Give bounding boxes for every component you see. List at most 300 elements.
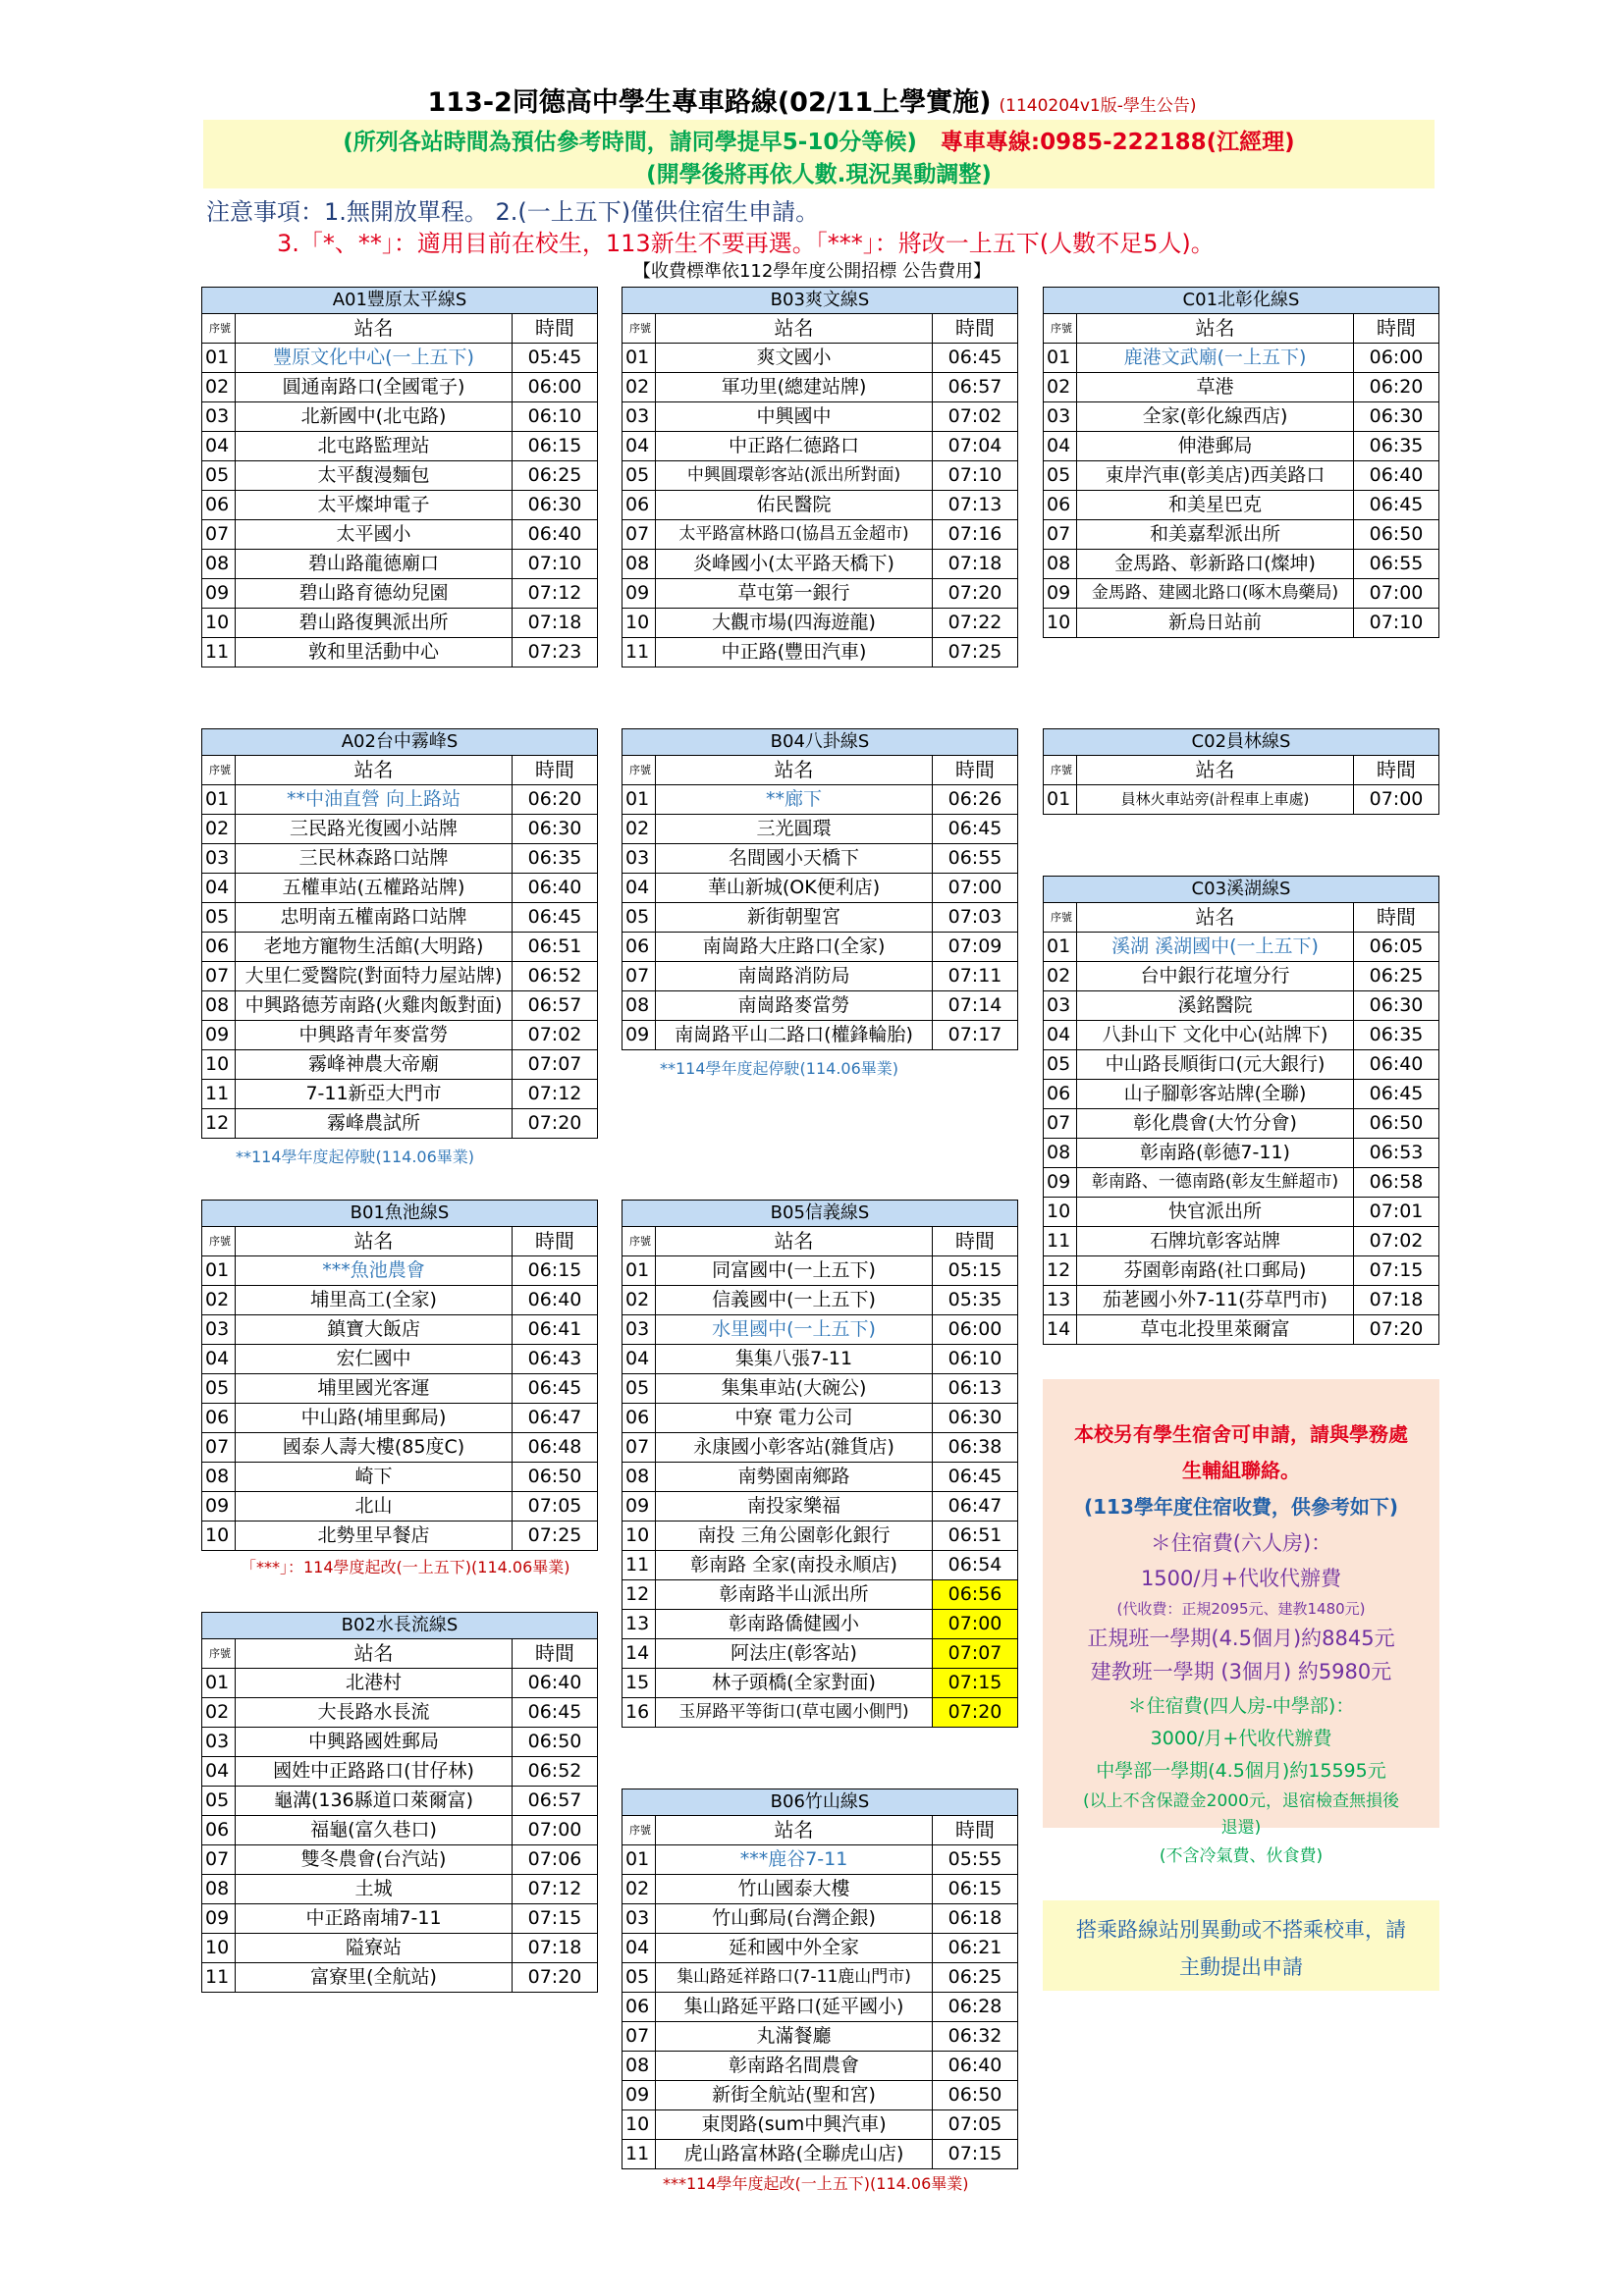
stop-row [202, 1698, 598, 1728]
col-header-station: 站名 [236, 1639, 513, 1669]
stop-time: 07:18 [513, 1934, 598, 1963]
stop-station: 中興路國姓郵局 [236, 1728, 513, 1757]
stop-station: ***魚池農會 [236, 1256, 513, 1286]
stop-row [623, 815, 1018, 844]
stop-time: 07:20 [1354, 1315, 1439, 1345]
stop-time: 06:40 [513, 874, 598, 903]
col-header-no: 序號 [202, 1227, 236, 1256]
stop-time: 06:20 [1354, 373, 1439, 402]
stop-station: 北港村 [236, 1669, 513, 1698]
stop-station: 三民路光復國小站牌 [236, 815, 513, 844]
stop-time: 06:45 [1354, 491, 1439, 520]
stop-row [623, 1315, 1018, 1345]
stop-row [202, 785, 598, 815]
stop-time: 07:04 [933, 432, 1018, 461]
route-table-C03 [1043, 876, 1439, 1345]
col-header-time: 時間 [1354, 903, 1439, 933]
stop-row [623, 373, 1018, 402]
stop-station: 北屯路監理站 [236, 432, 513, 461]
stop-number: 03 [202, 402, 236, 432]
stop-station: 彰南路 全家(南投永順店) [656, 1551, 933, 1580]
stop-number: 05 [623, 461, 656, 491]
stop-row [202, 1109, 598, 1139]
stop-number: 09 [1044, 1168, 1077, 1198]
stop-number: 08 [202, 550, 236, 579]
route-title-row [202, 288, 598, 314]
stop-time: 06:20 [513, 785, 598, 815]
stop-time: 06:26 [933, 785, 1018, 815]
stop-number: 08 [623, 991, 656, 1021]
stop-time: 07:06 [513, 1845, 598, 1875]
stop-time: 06:45 [933, 344, 1018, 373]
stop-station: 埔里高工(全家) [236, 1286, 513, 1315]
stop-station: 新街朝聖宮 [656, 903, 933, 933]
stop-station: 彰南路僑健國小 [656, 1610, 933, 1639]
stop-station: 芬園彰南路(社口郵局) [1077, 1256, 1354, 1286]
stop-row [623, 1963, 1018, 1993]
stop-station: 太平馥漫麵包 [236, 461, 513, 491]
version-label: (1140204v1版-學生公告) [999, 96, 1197, 116]
stop-time: 07:09 [933, 933, 1018, 962]
stop-station: 炎峰國小(太平路天橋下) [656, 550, 933, 579]
stop-row [623, 1021, 1018, 1050]
stop-row [202, 1080, 598, 1109]
stop-time: 07:00 [513, 1816, 598, 1845]
stop-time: 07:25 [513, 1522, 598, 1551]
stop-time: 07:12 [513, 1080, 598, 1109]
stop-number: 03 [623, 1904, 656, 1934]
stop-row [1044, 491, 1439, 520]
stop-time: 07:11 [933, 962, 1018, 991]
stop-row [202, 1374, 598, 1404]
stop-station: 宏仁國中 [236, 1345, 513, 1374]
notice-line-1 [203, 124, 1435, 156]
stop-time: 06:10 [513, 402, 598, 432]
stop-station: 南勢園南鄉路 [656, 1463, 933, 1492]
stop-time: 06:40 [1354, 461, 1439, 491]
stop-row [1044, 1080, 1439, 1109]
stop-station: 台中銀行花壇分行 [1077, 962, 1354, 991]
stop-station: 南崗路平山二路口(權鋒輪胎) [656, 1021, 933, 1050]
route-title: B04八卦線S [623, 729, 1018, 756]
stop-number: 04 [202, 874, 236, 903]
stop-number: 07 [623, 962, 656, 991]
stop-row [202, 1816, 598, 1845]
stop-station: 金馬路、彰新路口(燦坤) [1077, 550, 1354, 579]
stop-row [623, 461, 1018, 491]
stop-number: 01 [202, 1669, 236, 1698]
stop-station: 虎山路富林路(全聯虎山店) [656, 2140, 933, 2169]
stop-station: 草港 [1077, 373, 1354, 402]
stop-number: 05 [202, 461, 236, 491]
stop-number: 08 [623, 2052, 656, 2081]
dorm-line: (以上不含保證金2000元，退宿檢查無損後 [1083, 1791, 1399, 1811]
route-title-row [202, 1201, 598, 1227]
stop-station: 集集八張7-11 [656, 1345, 933, 1374]
stop-number: 06 [202, 933, 236, 962]
route-note-B04: **114學年度起停駛(114.06畢業) [660, 1059, 899, 1078]
route-title: B03爽文線S [623, 288, 1018, 314]
stop-time: 07:13 [933, 491, 1018, 520]
stop-station: 東岸汽車(彰美店)西美路口 [1077, 461, 1354, 491]
stop-station: 中山路(埔里郵局) [236, 1404, 513, 1433]
stop-number: 08 [202, 991, 236, 1021]
stop-row [623, 579, 1018, 609]
stop-station: 東閔路(sum中興汽車) [656, 2110, 933, 2140]
stop-time: 07:14 [933, 991, 1018, 1021]
stop-number: 10 [202, 1050, 236, 1080]
route-header-row [1044, 903, 1439, 933]
dorm-line: 本校另有學生宿舍可申請，請與學務處 [1074, 1422, 1408, 1446]
stop-row [202, 1669, 598, 1698]
stop-time: 07:10 [1354, 609, 1439, 638]
stop-station: 南崗路消防局 [656, 962, 933, 991]
route-title: C03溪湖線S [1044, 877, 1439, 903]
stop-number: 06 [623, 1404, 656, 1433]
stop-time: 07:15 [933, 1669, 1018, 1698]
stop-station: 石牌坑彰客站牌 [1077, 1227, 1354, 1256]
stop-number: 01 [1044, 344, 1077, 373]
stop-time: 06:53 [1354, 1139, 1439, 1168]
stop-station: 同富國中(一上五下) [656, 1256, 933, 1286]
route-table-B01 [201, 1200, 598, 1551]
stop-station: 和美嘉犁派出所 [1077, 520, 1354, 550]
stop-number: 02 [202, 1286, 236, 1315]
route-title-row [623, 288, 1018, 314]
stop-time: 07:05 [933, 2110, 1018, 2140]
stop-row [623, 933, 1018, 962]
stop-number: 16 [623, 1698, 656, 1728]
stop-station: 彰化農會(大竹分會) [1077, 1109, 1354, 1139]
stop-number: 12 [1044, 1256, 1077, 1286]
stop-station: 老地方寵物生活館(大明路) [236, 933, 513, 962]
stop-number: 02 [202, 815, 236, 844]
stop-time: 06:28 [933, 1993, 1018, 2022]
stop-time: 06:40 [513, 1669, 598, 1698]
stop-station: 埔里國光客運 [236, 1374, 513, 1404]
stop-row [202, 638, 598, 667]
stop-time: 06:47 [513, 1404, 598, 1433]
stop-time: 07:00 [933, 1610, 1018, 1639]
notice-line-2: (開學後將再依人數.現況異動調整) [646, 162, 992, 187]
stop-row [623, 1522, 1018, 1551]
stop-row [623, 1934, 1018, 1963]
stop-number: 10 [623, 2110, 656, 2140]
stop-station: 阿法庄(彰客站) [656, 1639, 933, 1669]
route-title: A02台中霧峰S [202, 729, 598, 756]
stop-station: 中正路仁德路口 [656, 432, 933, 461]
stop-time: 07:23 [513, 638, 598, 667]
stop-number: 03 [202, 844, 236, 874]
stop-number: 01 [202, 1256, 236, 1286]
route-table-A02 [201, 728, 598, 1139]
stop-station: 南崗路麥當勞 [656, 991, 933, 1021]
stop-station: 國泰人壽大樓(85度C) [236, 1433, 513, 1463]
stop-row [202, 550, 598, 579]
stop-time: 07:18 [1354, 1286, 1439, 1315]
stop-number: 03 [202, 1728, 236, 1757]
stop-number: 10 [623, 1522, 656, 1551]
stop-row [202, 491, 598, 520]
stop-number: 04 [202, 1757, 236, 1787]
stop-time: 07:15 [933, 2140, 1018, 2169]
fee-note: 【收費標準依112學年度公開招標 公告費用】 [632, 261, 992, 282]
stop-number: 05 [1044, 461, 1077, 491]
stop-row [623, 609, 1018, 638]
stop-station: 集山路延平路口(延平國小) [656, 1993, 933, 2022]
stop-time: 07:02 [933, 402, 1018, 432]
stop-station: 快官派出所 [1077, 1198, 1354, 1227]
stop-number: 13 [623, 1610, 656, 1639]
stop-number: 11 [623, 638, 656, 667]
stop-number: 07 [202, 962, 236, 991]
stop-row [202, 1433, 598, 1463]
stop-number: 01 [623, 1845, 656, 1875]
col-header-no: 序號 [623, 1816, 656, 1845]
dorm-line: 1500/月+代收代辦費 [1140, 1567, 1342, 1590]
col-header-station: 站名 [236, 1227, 513, 1256]
stop-time: 06:48 [513, 1433, 598, 1463]
stop-number: 06 [202, 1816, 236, 1845]
route-header-row [623, 756, 1018, 785]
stop-station: 北新國中(北屯路) [236, 402, 513, 432]
stop-row [623, 1845, 1018, 1875]
stop-station: 碧山路育德幼兒園 [236, 579, 513, 609]
col-header-no: 序號 [1044, 756, 1077, 785]
stop-number: 11 [202, 1963, 236, 1993]
stop-row [623, 1580, 1018, 1610]
stop-row [202, 1404, 598, 1433]
stop-number: 06 [623, 933, 656, 962]
stop-station: 大長路水長流 [236, 1698, 513, 1728]
stop-row [623, 874, 1018, 903]
col-header-station: 站名 [1077, 903, 1354, 933]
route-header-row [1044, 756, 1439, 785]
stop-number: 05 [623, 1374, 656, 1404]
note-line-2: 3.「*、**」：適用目前在校生，113新生不要再選。「***」：將改一上五下(人數不足5人)。 [277, 230, 1215, 257]
stop-time: 06:18 [933, 1904, 1018, 1934]
stop-time: 07:01 [1354, 1198, 1439, 1227]
col-header-time: 時間 [1354, 314, 1439, 344]
stop-station: 伸港郵局 [1077, 432, 1354, 461]
stop-number: 06 [1044, 491, 1077, 520]
stop-row [202, 1963, 598, 1993]
stop-time: 06:05 [1354, 933, 1439, 962]
stop-number: 09 [202, 1021, 236, 1050]
stop-time: 06:55 [933, 844, 1018, 874]
col-header-station: 站名 [236, 314, 513, 344]
stop-station: 隘寮站 [236, 1934, 513, 1963]
stop-row [202, 1050, 598, 1080]
stop-time: 07:02 [1354, 1227, 1439, 1256]
transfer-line: 搭乘路線站別異動或不搭乘校車，請 [1076, 1918, 1406, 1942]
stop-row [623, 844, 1018, 874]
stop-number: 05 [202, 903, 236, 933]
stop-station: 南崗路大庄路口(全家) [656, 933, 933, 962]
stop-number: 06 [623, 1993, 656, 2022]
stop-station: 中正路(豐田汽車) [656, 638, 933, 667]
stop-station: 三民林森路口站牌 [236, 844, 513, 874]
stop-number: 08 [623, 1463, 656, 1492]
route-note-B01: 「***」：114學度起改(一上五下)(114.06畢業) [241, 1558, 570, 1576]
route-header-row [202, 1639, 598, 1669]
route-table-C01 [1043, 287, 1439, 638]
route-table-B04 [622, 728, 1018, 1050]
stop-time: 06:50 [933, 2081, 1018, 2110]
stop-station: 軍功里(總建站牌) [656, 373, 933, 402]
stop-row [623, 1639, 1018, 1669]
stop-station: **中油直營 向上路站 [236, 785, 513, 815]
stop-station: 集山路延祥路口(7-11鹿山門市) [656, 1963, 933, 1993]
stop-number: 09 [202, 579, 236, 609]
stop-station: 忠明南五權南路口站牌 [236, 903, 513, 933]
stop-time: 07:18 [513, 609, 598, 638]
stop-row [623, 1433, 1018, 1463]
stop-number: 11 [202, 1080, 236, 1109]
stop-time: 06:35 [513, 844, 598, 874]
stop-number: 09 [202, 1904, 236, 1934]
stop-number: 05 [1044, 1050, 1077, 1080]
stop-number: 08 [202, 1875, 236, 1904]
stop-time: 06:40 [513, 1286, 598, 1315]
stop-number: 01 [623, 344, 656, 373]
stop-time: 07:20 [513, 1963, 598, 1993]
stop-number: 11 [202, 638, 236, 667]
dorm-line: 正規班一學期(4.5個月)約8845元 [1087, 1627, 1395, 1650]
stop-station: 草屯北投里萊爾富 [1077, 1315, 1354, 1345]
stop-number: 02 [623, 1875, 656, 1904]
stop-number: 11 [623, 1551, 656, 1580]
stop-time: 05:35 [933, 1286, 1018, 1315]
stop-station: 中正路南埔7-11 [236, 1904, 513, 1934]
stop-number: 09 [623, 2081, 656, 2110]
stop-row [202, 1315, 598, 1345]
stop-row [1044, 1168, 1439, 1198]
route-title-row [1044, 288, 1439, 314]
stop-number: 07 [202, 520, 236, 550]
stop-time: 06:51 [513, 933, 598, 962]
stop-number: 15 [623, 1669, 656, 1698]
col-header-time: 時間 [933, 756, 1018, 785]
stop-row [1044, 1227, 1439, 1256]
stop-time: 07:00 [933, 874, 1018, 903]
col-header-station: 站名 [236, 756, 513, 785]
stop-row [202, 1492, 598, 1522]
col-header-no: 序號 [623, 1227, 656, 1256]
dorm-line: 建教班一學期 (3個月) 約5980元 [1090, 1660, 1392, 1683]
stop-row [623, 1404, 1018, 1433]
route-title: B06竹山線S [623, 1789, 1018, 1816]
stop-row [623, 903, 1018, 933]
route-table-B03 [622, 287, 1018, 667]
stop-row [202, 1904, 598, 1934]
stop-station: 龜溝(136縣道口萊爾富) [236, 1787, 513, 1816]
stop-row [623, 1669, 1018, 1698]
stop-station: 中興路青年麥當勞 [236, 1021, 513, 1050]
stop-row [202, 1787, 598, 1816]
stop-time: 06:50 [513, 1728, 598, 1757]
stop-number: 01 [202, 344, 236, 373]
stop-station: 鹿港文武廟(一上五下) [1077, 344, 1354, 373]
title-text: 113-2同德高中學生專車路線(02/11上學實施) [427, 87, 992, 118]
stop-station: 北勢里早餐店 [236, 1522, 513, 1551]
stop-row [1044, 785, 1439, 815]
stop-time: 06:35 [1354, 1021, 1439, 1050]
stop-time: 07:12 [513, 579, 598, 609]
route-title-row [623, 1201, 1018, 1227]
col-header-station: 站名 [656, 1227, 933, 1256]
stop-time: 06:30 [1354, 991, 1439, 1021]
stop-row [202, 1522, 598, 1551]
route-table-A01 [201, 287, 598, 667]
stop-time: 06:30 [1354, 402, 1439, 432]
stop-number: 09 [623, 579, 656, 609]
stop-station: 竹山郵局(台灣企銀) [656, 1904, 933, 1934]
col-header-no: 序號 [623, 756, 656, 785]
stop-number: 03 [1044, 402, 1077, 432]
stop-number: 04 [623, 874, 656, 903]
stop-row [623, 1286, 1018, 1315]
stop-row [623, 2052, 1018, 2081]
stop-row [1044, 933, 1439, 962]
stop-number: 07 [202, 1845, 236, 1875]
stop-time: 06:45 [933, 1463, 1018, 1492]
stop-number: 05 [202, 1787, 236, 1816]
stop-row [1044, 1021, 1439, 1050]
dorm-info-box [1043, 1379, 1439, 1866]
stop-number: 10 [1044, 609, 1077, 638]
dorm-line: (代收費：正規2095元、建教1480元) [1116, 1600, 1366, 1618]
route-table-B06 [622, 1789, 1018, 2169]
stop-row [202, 373, 598, 402]
stop-station: 碧山路龍德廟口 [236, 550, 513, 579]
stop-number: 10 [202, 609, 236, 638]
stop-number: 07 [623, 2022, 656, 2052]
stop-row [1044, 461, 1439, 491]
stop-time: 06:56 [933, 1580, 1018, 1610]
stop-number: 09 [623, 1021, 656, 1050]
stop-station: 敦和里活動中心 [236, 638, 513, 667]
dorm-line: 退還) [1220, 1818, 1262, 1838]
stop-time: 07:07 [933, 1639, 1018, 1669]
stop-time: 07:17 [933, 1021, 1018, 1050]
stop-station: 茄荖國小外7-11(芬草門市) [1077, 1286, 1354, 1315]
stop-row [202, 962, 598, 991]
stop-number: 07 [1044, 520, 1077, 550]
stop-time: 06:15 [513, 1256, 598, 1286]
col-header-no: 序號 [202, 1639, 236, 1669]
stop-time: 06:25 [933, 1963, 1018, 1993]
stop-number: 01 [202, 785, 236, 815]
stop-number: 06 [1044, 1080, 1077, 1109]
stop-station: 和美星巴克 [1077, 491, 1354, 520]
stop-time: 07:07 [513, 1050, 598, 1080]
stop-row [1044, 1050, 1439, 1080]
stop-time: 06:45 [513, 903, 598, 933]
stop-row [202, 815, 598, 844]
stop-time: 07:15 [513, 1904, 598, 1934]
stop-time: 06:40 [1354, 1050, 1439, 1080]
stop-number: 04 [623, 1345, 656, 1374]
stop-time: 06:00 [1354, 344, 1439, 373]
stop-station: 太平燦坤電子 [236, 491, 513, 520]
dorm-line: 中學部一學期(4.5個月)約15595元 [1096, 1760, 1386, 1782]
stop-row [202, 1463, 598, 1492]
stop-time: 05:15 [933, 1256, 1018, 1286]
stop-row [623, 1875, 1018, 1904]
dorm-line: ＊住宿費(六人房)： [1150, 1531, 1332, 1555]
stop-row [623, 1698, 1018, 1728]
